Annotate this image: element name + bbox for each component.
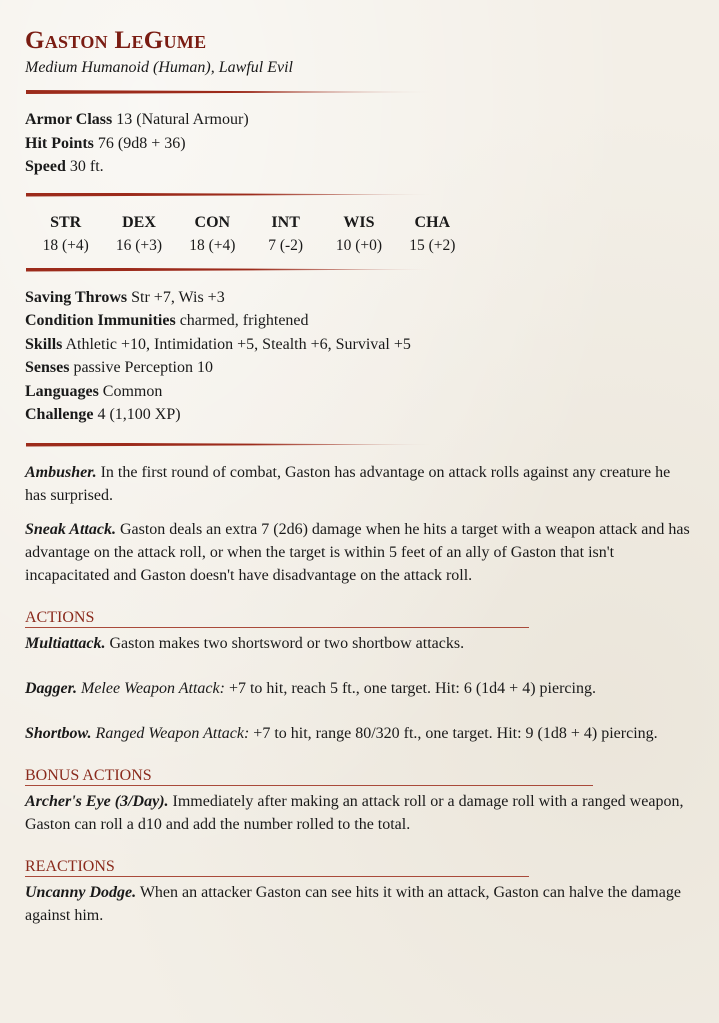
reaction-name: Uncanny Dodge. (25, 883, 137, 901)
ability-name: STR (50, 213, 82, 231)
challenge-line (25, 403, 695, 427)
ability-value: 15 (+2) (409, 236, 456, 254)
stat-block (25, 28, 695, 927)
action-attack-type: Melee Weapon Attack: (81, 679, 225, 697)
hit-points-line (25, 132, 695, 156)
trait-text: Gaston deals an extra 7 (2d6) damage when he hits a target with a weapon attack and has advantage on the attack roll, or when the target is within 5 feet of an ally of Gaston that isn't incapacitated and Gaston doesn't have disadvantage on the attack roll. (25, 520, 690, 584)
ability-str (29, 211, 102, 257)
skills-label: Skills (25, 335, 63, 353)
hit-points-label: Hit Points (25, 134, 94, 152)
condition-immunities-value: charmed, frightened (179, 312, 309, 329)
ability-value: 18 (+4) (42, 236, 89, 254)
senses-label: Senses (25, 359, 70, 376)
action-text: +7 to hit, reach 5 ft., one target. Hit: 6 (1d4 + 4) piercing. (228, 679, 596, 697)
trait-name: Ambusher. (25, 463, 97, 481)
armor-class-label: Armor Class (25, 111, 113, 128)
speed-line (25, 155, 695, 179)
trait-name: Sneak Attack. (25, 520, 116, 538)
action-shortbow (25, 722, 695, 745)
reactions-heading: REACTIONS (25, 858, 529, 877)
trait-sneak-attack (25, 518, 695, 587)
ability-name: DEX (122, 213, 156, 231)
divider-rule (26, 90, 436, 94)
challenge-label: Challenge (25, 406, 94, 423)
ability-value: 7 (-2) (268, 236, 304, 254)
ability-name: INT (271, 213, 300, 231)
ability-wis (322, 211, 395, 257)
divider-rule (26, 268, 436, 272)
skills-line (25, 333, 695, 357)
ability-con (176, 211, 249, 257)
skills-value: Athletic +10, Intimidation +5, Stealth +6, Survival +5 (65, 335, 411, 353)
saving-throws-line (25, 286, 695, 310)
detail-stats (25, 286, 695, 427)
ability-value: 18 (+4) (189, 236, 236, 254)
bonus-actions-heading: BONUS ACTIONS (25, 767, 593, 786)
hit-points-value: 76 (9d8 + 36) (97, 134, 186, 152)
reaction-uncanny-dodge (25, 881, 695, 927)
actions-heading: ACTIONS (25, 609, 529, 628)
condition-immunities-line (25, 309, 695, 333)
saving-throws-value: Str +7, Wis +3 (131, 288, 225, 306)
languages-value: Common (102, 382, 163, 400)
languages-label: Languages (25, 382, 99, 400)
bonus-action-archers-eye (25, 790, 695, 836)
monster-name: Gaston LeGume (25, 27, 207, 54)
trait-text: In the first round of combat, Gaston has advantage on attack rolls against any creature he has surprised. (25, 463, 671, 504)
speed-label: Speed (25, 158, 66, 175)
ability-name: WIS (343, 213, 375, 231)
action-text: +7 to hit, range 80/320 ft., one target. Hit: 9 (1d8 + 4) piercing. (253, 724, 658, 742)
armor-class-value: 13 (Natural Armour) (116, 111, 249, 128)
ability-cha (396, 211, 469, 257)
action-multiattack (25, 632, 695, 655)
trait-ambusher (25, 461, 695, 507)
action-name: Multiattack. (25, 634, 106, 652)
challenge-value: 4 (1,100 XP) (97, 406, 181, 423)
divider-rule (26, 193, 436, 197)
ability-value: 10 (+0) (335, 236, 383, 254)
armor-class-line (25, 108, 695, 132)
ability-name: CON (194, 213, 231, 231)
ability-int (249, 211, 322, 257)
action-attack-type: Ranged Weapon Attack: (95, 724, 250, 742)
saving-throws-label: Saving Throws (25, 288, 128, 306)
action-name: Dagger. (25, 679, 77, 697)
speed-value: 30 ft. (69, 158, 104, 175)
condition-immunities-label: Condition Immunities (25, 312, 176, 329)
senses-line (25, 356, 695, 380)
bonus-action-name: Archer's Eye (3/Day). (25, 792, 169, 810)
ability-dex (102, 211, 175, 257)
bonus-action-text: Immediately after making an attack roll or a damage roll with a ranged weapon, Gaston can roll a d10 and add the number rolled to the total. (25, 792, 684, 833)
ability-name: CHA (414, 213, 451, 231)
languages-line (25, 380, 695, 404)
ability-value: 16 (+3) (115, 236, 163, 254)
action-name: Shortbow. (25, 724, 92, 742)
basic-stats (25, 108, 695, 179)
monster-type: Medium Humanoid (Human), Lawful Evil (25, 59, 293, 76)
reaction-text: When an attacker Gaston can see hits it with an attack, Gaston can halve the damage against him. (25, 883, 681, 924)
action-dagger (25, 677, 695, 700)
senses-value: passive Perception 10 (73, 359, 213, 376)
action-text: Gaston makes two shortsword or two shortbow attacks. (109, 634, 465, 652)
ability-scores (29, 211, 469, 257)
divider-rule (26, 443, 436, 447)
